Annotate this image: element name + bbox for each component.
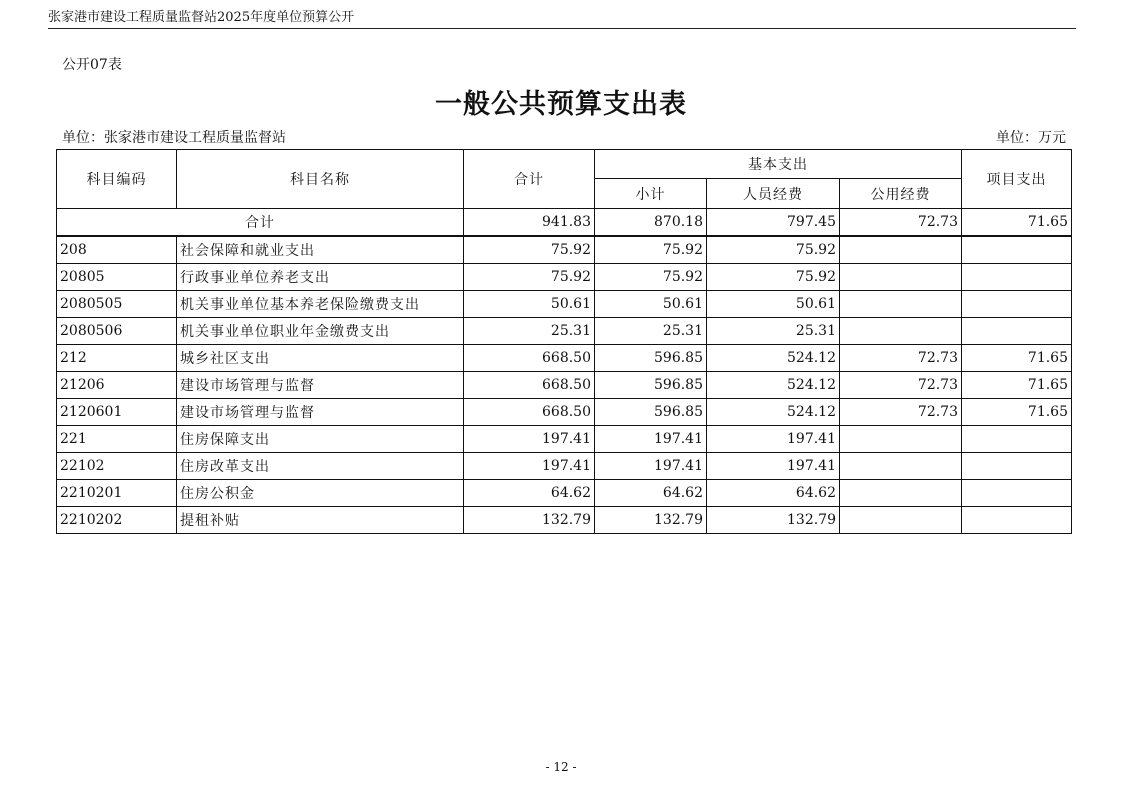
cell-public (840, 453, 962, 480)
table-row (57, 372, 1072, 399)
cell-name: 建设市场管理与监督 (177, 372, 464, 399)
cell-personnel: 50.61 (707, 291, 840, 318)
total-amount: 941.83 (464, 209, 595, 237)
cell-public: 72.73 (840, 345, 962, 372)
cell-total: 668.50 (464, 345, 595, 372)
cell-code: 208 (57, 236, 177, 264)
header-public: 公用经费 (840, 179, 962, 209)
cell-total: 50.61 (464, 291, 595, 318)
cell-project (962, 453, 1072, 480)
total-subtotal: 870.18 (595, 209, 707, 237)
header-basic: 基本支出 (595, 150, 962, 179)
cell-subtotal: 75.92 (595, 236, 707, 264)
table-row (57, 507, 1072, 534)
page-title: 一般公共预算支出表 (435, 89, 687, 120)
cell-personnel: 64.62 (707, 480, 840, 507)
cell-total: 25.31 (464, 318, 595, 345)
cell-personnel: 25.31 (707, 318, 840, 345)
cell-subtotal: 132.79 (595, 507, 707, 534)
cell-personnel: 197.41 (707, 453, 840, 480)
cell-personnel: 524.12 (707, 372, 840, 399)
total-project: 71.65 (962, 209, 1072, 237)
cell-code: 2080506 (57, 318, 177, 345)
cell-subtotal: 596.85 (595, 345, 707, 372)
cell-subtotal: 75.92 (595, 264, 707, 291)
cell-name: 机关事业单位基本养老保险缴费支出 (177, 291, 464, 318)
page-number: - 12 - (545, 760, 577, 774)
cell-name: 机关事业单位职业年金缴费支出 (177, 318, 464, 345)
cell-name: 住房公积金 (177, 480, 464, 507)
cell-subtotal: 197.41 (595, 453, 707, 480)
cell-code: 20805 (57, 264, 177, 291)
cell-subtotal: 197.41 (595, 426, 707, 453)
cell-personnel: 197.41 (707, 426, 840, 453)
cell-code: 2120601 (57, 399, 177, 426)
header-total: 合计 (464, 150, 595, 209)
table-row (57, 426, 1072, 453)
cell-total: 75.92 (464, 236, 595, 264)
table-row (57, 236, 1072, 264)
cell-code: 221 (57, 426, 177, 453)
cell-project (962, 318, 1072, 345)
budget-table (56, 149, 1072, 534)
cell-subtotal: 596.85 (595, 372, 707, 399)
cell-public (840, 480, 962, 507)
cell-project (962, 426, 1072, 453)
total-personnel: 797.45 (707, 209, 840, 237)
cell-name: 住房保障支出 (177, 426, 464, 453)
cell-project: 71.65 (962, 345, 1072, 372)
table-row (57, 345, 1072, 372)
total-row (57, 209, 1072, 237)
cell-public (840, 426, 962, 453)
running-header: 张家港市建设工程质量监督站2025年度单位预算公开 (48, 9, 1076, 29)
cell-public (840, 507, 962, 534)
cell-project (962, 264, 1072, 291)
cell-public (840, 318, 962, 345)
cell-total: 197.41 (464, 426, 595, 453)
cell-name: 建设市场管理与监督 (177, 399, 464, 426)
cell-project (962, 291, 1072, 318)
cell-total: 197.41 (464, 453, 595, 480)
cell-subtotal: 25.31 (595, 318, 707, 345)
cell-code: 22102 (57, 453, 177, 480)
cell-personnel: 524.12 (707, 399, 840, 426)
header-code: 科目编码 (57, 150, 177, 209)
cell-code: 21206 (57, 372, 177, 399)
table-row (57, 264, 1072, 291)
table-row (57, 291, 1072, 318)
header-project: 项目支出 (962, 150, 1072, 209)
cell-total: 64.62 (464, 480, 595, 507)
cell-total: 75.92 (464, 264, 595, 291)
header-personnel: 人员经费 (707, 179, 840, 209)
cell-code: 2210201 (57, 480, 177, 507)
cell-public (840, 264, 962, 291)
total-label: 合计 (57, 209, 464, 237)
cell-public: 72.73 (840, 372, 962, 399)
table-row (57, 318, 1072, 345)
cell-subtotal: 50.61 (595, 291, 707, 318)
cell-name: 行政事业单位养老支出 (177, 264, 464, 291)
header-name: 科目名称 (177, 150, 464, 209)
cell-personnel: 132.79 (707, 507, 840, 534)
currency-unit: 单位：万元 (996, 130, 1066, 146)
table-row (57, 399, 1072, 426)
cell-public: 72.73 (840, 399, 962, 426)
cell-personnel: 75.92 (707, 236, 840, 264)
cell-name: 社会保障和就业支出 (177, 236, 464, 264)
cell-total: 132.79 (464, 507, 595, 534)
cell-subtotal: 64.62 (595, 480, 707, 507)
table-code: 公开07表 (62, 57, 122, 73)
cell-personnel: 524.12 (707, 345, 840, 372)
cell-subtotal: 596.85 (595, 399, 707, 426)
header-subtotal: 小计 (595, 179, 707, 209)
cell-project: 71.65 (962, 399, 1072, 426)
cell-code: 212 (57, 345, 177, 372)
cell-name: 提租补贴 (177, 507, 464, 534)
total-public: 72.73 (840, 209, 962, 237)
cell-public (840, 236, 962, 264)
cell-total: 668.50 (464, 399, 595, 426)
cell-name: 住房改革支出 (177, 453, 464, 480)
cell-project: 71.65 (962, 372, 1072, 399)
cell-personnel: 75.92 (707, 264, 840, 291)
cell-total: 668.50 (464, 372, 595, 399)
cell-code: 2210202 (57, 507, 177, 534)
table-row (57, 480, 1072, 507)
table-row (57, 453, 1072, 480)
cell-project (962, 507, 1072, 534)
reporting-unit: 单位：张家港市建设工程质量监督站 (62, 130, 286, 146)
cell-code: 2080505 (57, 291, 177, 318)
cell-project (962, 236, 1072, 264)
table-header-row (57, 150, 1072, 179)
cell-public (840, 291, 962, 318)
cell-project (962, 480, 1072, 507)
cell-name: 城乡社区支出 (177, 345, 464, 372)
